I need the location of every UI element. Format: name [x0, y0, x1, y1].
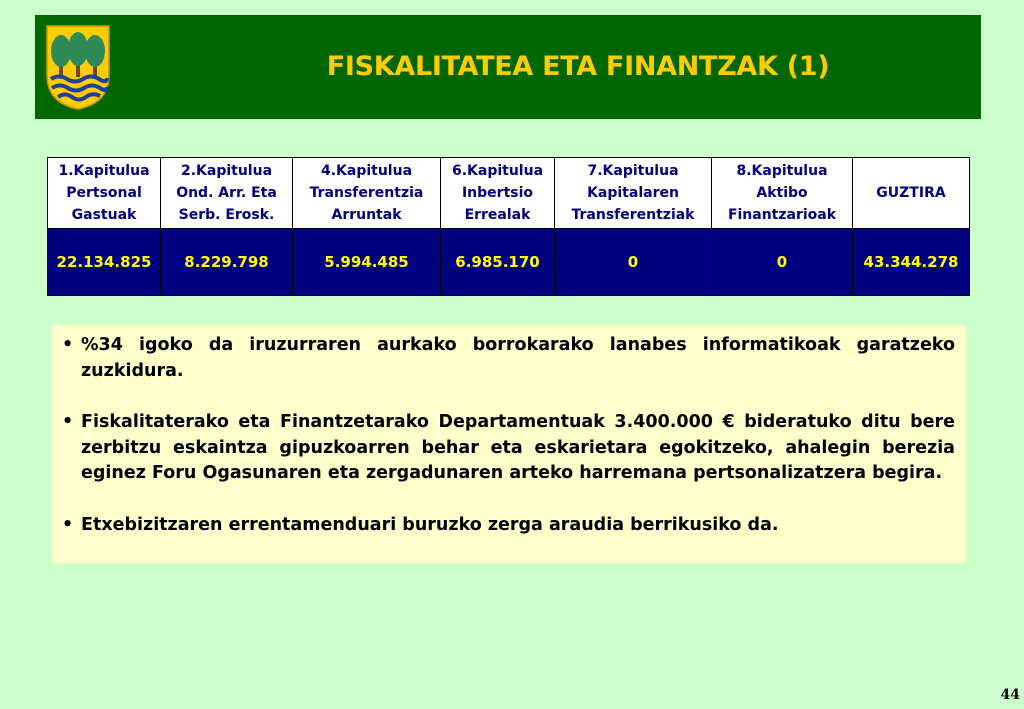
- header-line: 6.Kapitulua: [451, 163, 544, 179]
- header-line: Aktibo: [756, 185, 808, 201]
- header-line: Pertsonal: [66, 185, 142, 201]
- header-line: Ond. Arr. Eta: [176, 185, 277, 201]
- page-number: 44: [1000, 687, 1020, 703]
- header-line: 4.Kapitulua: [320, 163, 413, 179]
- header-cell-kapitulua-1: [48, 158, 161, 229]
- header-line: Serb. Erosk.: [178, 207, 275, 223]
- bullet-item: • %34 igoko da iruzurraren aurkako borrokarako lanabes informatikoak garatzeko zuzkidura.: [60, 333, 955, 384]
- value-cell-kapitulua-2: 8.229.798: [161, 229, 293, 296]
- value-cell-kapitulua-1: 22.134.825: [48, 229, 161, 296]
- value-cell-kapitulua-6: 6.985.170: [441, 229, 555, 296]
- header-cell-guztira: [853, 158, 970, 229]
- header-cell-kapitulua-4: [293, 158, 441, 229]
- table-header-row: [48, 158, 970, 229]
- header-line: Arruntak: [331, 207, 402, 223]
- header-line: GUZTIRA: [876, 185, 946, 201]
- bullet-item: • Etxebizitzaren errentamenduari buruzko zerga araudia berrikusiko da.: [60, 513, 955, 539]
- table-values-row: [48, 229, 970, 296]
- header-cell-kapitulua-6: [441, 158, 555, 229]
- header-line: Errealak: [464, 207, 531, 223]
- value-cell-kapitulua-8: 0: [712, 229, 853, 296]
- header-cell-kapitulua-7: [555, 158, 712, 229]
- budget-table: [47, 157, 970, 296]
- notes-box: [52, 325, 966, 563]
- value-cell-kapitulua-4: 5.994.485: [293, 229, 441, 296]
- value-cell-kapitulua-7: 0: [555, 229, 712, 296]
- gipuzkoa-coat-of-arms-icon: [44, 23, 112, 111]
- value-cell-guztira: 43.344.278: [853, 229, 970, 296]
- header-line: Inbertsio: [461, 185, 534, 201]
- header-line: 8.Kapitulua: [736, 163, 828, 179]
- bullet-list: [60, 333, 955, 538]
- bullet-item: • Fiskalitaterako eta Finantzetarako Departamentuak 3.400.000 € bideratuko ditu bere zerbitzu eskaintza gipuzkoarren behar eta eskarietara egokitzeko, ahalegin berezia eginez Foru Ogasunaren eta zergadunaren arteko harremana pertsonalizatzera begira.: [60, 410, 955, 487]
- header-line: Transferentzia: [309, 185, 424, 201]
- header-line: 2.Kapitulua: [180, 163, 273, 179]
- header-line: Gastuak: [71, 207, 137, 223]
- page-title: FISKALITATEA ETA FINANTZAK (1): [326, 51, 830, 82]
- header-banner: [35, 15, 981, 119]
- header-line: Kapitalaren: [587, 185, 679, 201]
- header-cell-kapitulua-2: [161, 158, 293, 229]
- header-line: 7.Kapitulua: [587, 163, 679, 179]
- header-line: Finantzarioak: [727, 207, 837, 223]
- header-cell-kapitulua-8: [712, 158, 853, 229]
- header-line: Transferentziak: [571, 207, 695, 223]
- header-line: 1.Kapitulua: [58, 163, 150, 179]
